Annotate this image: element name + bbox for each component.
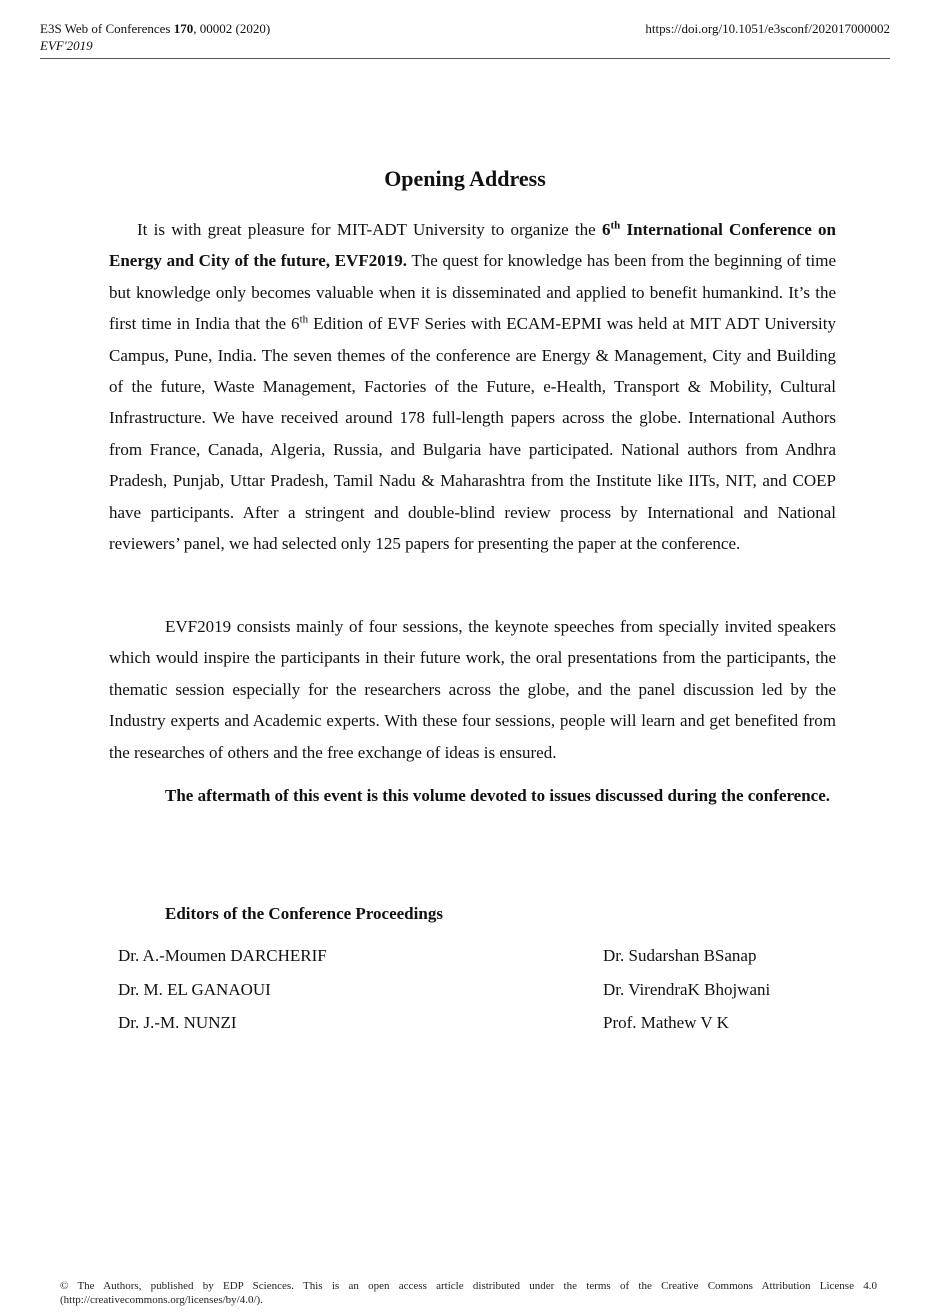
conference-tag: EVF'2019 bbox=[40, 38, 93, 53]
intro-text-c: The quest for knowledge has been from the beginning of time but knowledge only becomes valuable when it is disseminated and applied to benefit humankind. It’s the first time in India that the 6 bbox=[109, 251, 837, 334]
editor-name: Dr. Sudarshan BSanap bbox=[603, 946, 757, 965]
editor-name: Prof. Mathew V K bbox=[603, 1013, 729, 1032]
page-title: Opening Address bbox=[384, 166, 546, 191]
editor-name: Dr. VirendraK Bhojwani bbox=[603, 979, 771, 999]
editor-name: Dr. J.-M. NUNZI bbox=[118, 1013, 237, 1032]
paragraph-intro: It is with great pleasure for MIT-ADT University to organize the 6th International Conference on Energy and City of the future, EVF2019. The quest for knowledge has been from the beginning of time but knowledge only becomes valuable when it is disseminated and applied to benefit humankind. It’s the first time in India that the 6th Edition of EVF Series with ECAM-EPMI was held at MIT ADT University Campus, Pune, India. The seven themes of the conference are Energy & Management, City and Building of the future, Waste Management, Factories of the Future, e-Health, Transport & Mobility, Cultural Infrastructure. We have received around 178 full-length papers across the globe. International Authors from France, Canada, Algeria, Russia, and Bulgaria have participated. National authors from Andhra Pradesh, Punjab, Uttar Pradesh, Tamil Nadu & Maharashtra from the Institute like IITs, NIT, and COEP have participants. After a stringent and double-blind review process by International and National reviewers’ panel, we had selected only 125 papers for presenting the paper at the conference. bbox=[109, 219, 837, 554]
editors-left-column bbox=[118, 945, 327, 1046]
editors-right-column bbox=[603, 945, 770, 1046]
running-header bbox=[40, 18, 890, 59]
editor-name: Dr. M. EL GANAOUI bbox=[118, 979, 271, 999]
journal-article-number: , 00002 (2020) bbox=[193, 21, 271, 36]
editors-heading: Editors of the Conference Proceedings bbox=[165, 904, 443, 923]
intro-text-d: Edition of EVF Series with ECAM-EPMI was held at MIT ADT University Campus, Pune, India. The seven themes of the conference are Energy & Management, City and Building of the future, Waste Management, Factories of the Future, e-Health, Transport & Mobility, Cultural Infrastructure. We have received around 178 full-length papers across the globe. International Authors from France, Canada, Algeria, Russia, and Bulgaria have participated. National authors from Andhra Pradesh, Punjab, Uttar Pradesh, Tamil Nadu & Maharashtra from the Institute like IITs, NIT, and COEP have participants. After a stringent and double-blind review process by International and National reviewers’ panel, we had selected only 125 papers for presenting the paper at the conference. bbox=[109, 314, 836, 554]
journal-volume: 170 bbox=[173, 21, 194, 36]
editor-name: Dr. A.-Moumen DARCHERIF bbox=[118, 946, 327, 965]
license-footer: © The Authors, published by EDP Sciences. This is an open access article distributed under the terms of the Creative Commons Attribution License 4.0 (http://creativecommons.org/licenses/by/4.0/). bbox=[60, 1280, 877, 1306]
intro-text-a: It is with great pleasure for MIT-ADT University to organize the bbox=[137, 220, 602, 239]
doi-link[interactable]: https://doi.org/10.1051/e3sconf/202017000002 bbox=[645, 21, 890, 36]
journal-citation bbox=[40, 20, 270, 37]
journal-name: E3S Web of Conferences bbox=[40, 21, 174, 36]
paragraph-sessions: EVF2019 consists mainly of four sessions, the keynote speeches from specially invited speakers which would inspire the participants in their future work, the oral presentations from the participants, the thematic session especially for the researchers across the globe, and the panel discussion led by the Industry experts and Academic experts. With these four sessions, people will learn and get benefited from the researches of others and the free exchange of ideas is ensured. bbox=[109, 617, 836, 762]
paragraph-aftermath: The aftermath of this event is this volume devoted to issues discussed during the conference. bbox=[165, 786, 831, 805]
conference-name: 6th International Conference on Energy and City of the future, EVF2019. bbox=[109, 219, 837, 271]
